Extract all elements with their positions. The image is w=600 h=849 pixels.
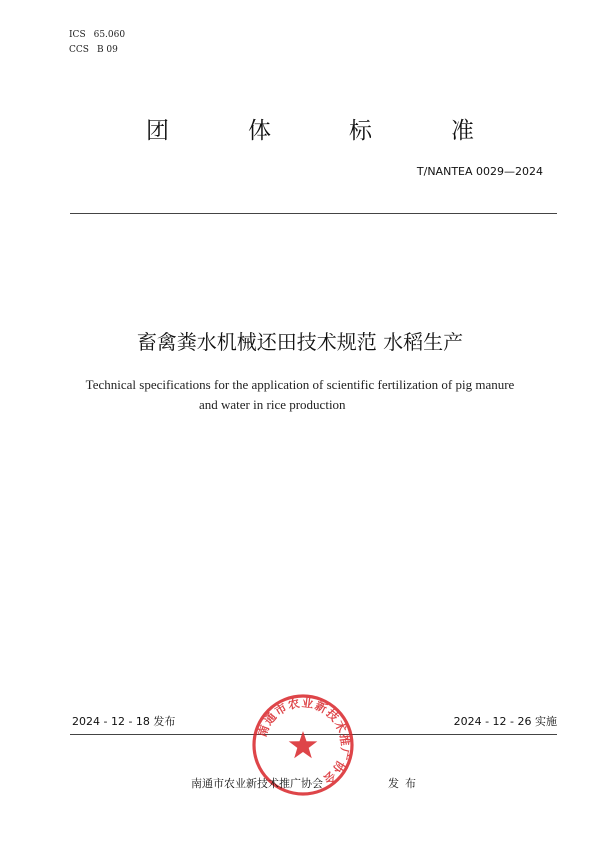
english-title-line-2: and water in rice production: [199, 397, 346, 412]
ics-code: [69, 30, 125, 41]
ccs-label: CCS: [69, 45, 89, 55]
standard-type-char: 体: [248, 118, 271, 144]
ccs-code: [69, 45, 118, 56]
standard-type-char: 标: [349, 118, 372, 144]
standard-type-char: 团: [146, 118, 169, 144]
ccs-value: B 09: [96, 45, 118, 55]
chinese-title: 畜禽粪水机械还田技术规范 水稻生产: [136, 330, 464, 354]
top-divider: [70, 213, 557, 214]
publish-action: 发布: [388, 777, 422, 790]
publisher-name: 南通市农业新技术推广协会: [191, 777, 323, 790]
implementation-date: 2024 - 12 - 26 实施: [453, 715, 557, 728]
standard-number: T/NANTEA 0029—2024: [416, 165, 543, 178]
standard-type-char: 准: [451, 118, 474, 144]
ics-value: 65.060: [93, 30, 126, 40]
ics-label: ICS: [69, 30, 86, 40]
seal-text: 南通市农业新技术推广协会: [254, 695, 353, 788]
english-title-line-1: Technical specifications for the application of scientific fertilization of pig manure: [85, 377, 515, 392]
seal-star-icon: [289, 731, 318, 758]
issue-date: 2024 - 12 - 18 发布: [72, 715, 176, 728]
